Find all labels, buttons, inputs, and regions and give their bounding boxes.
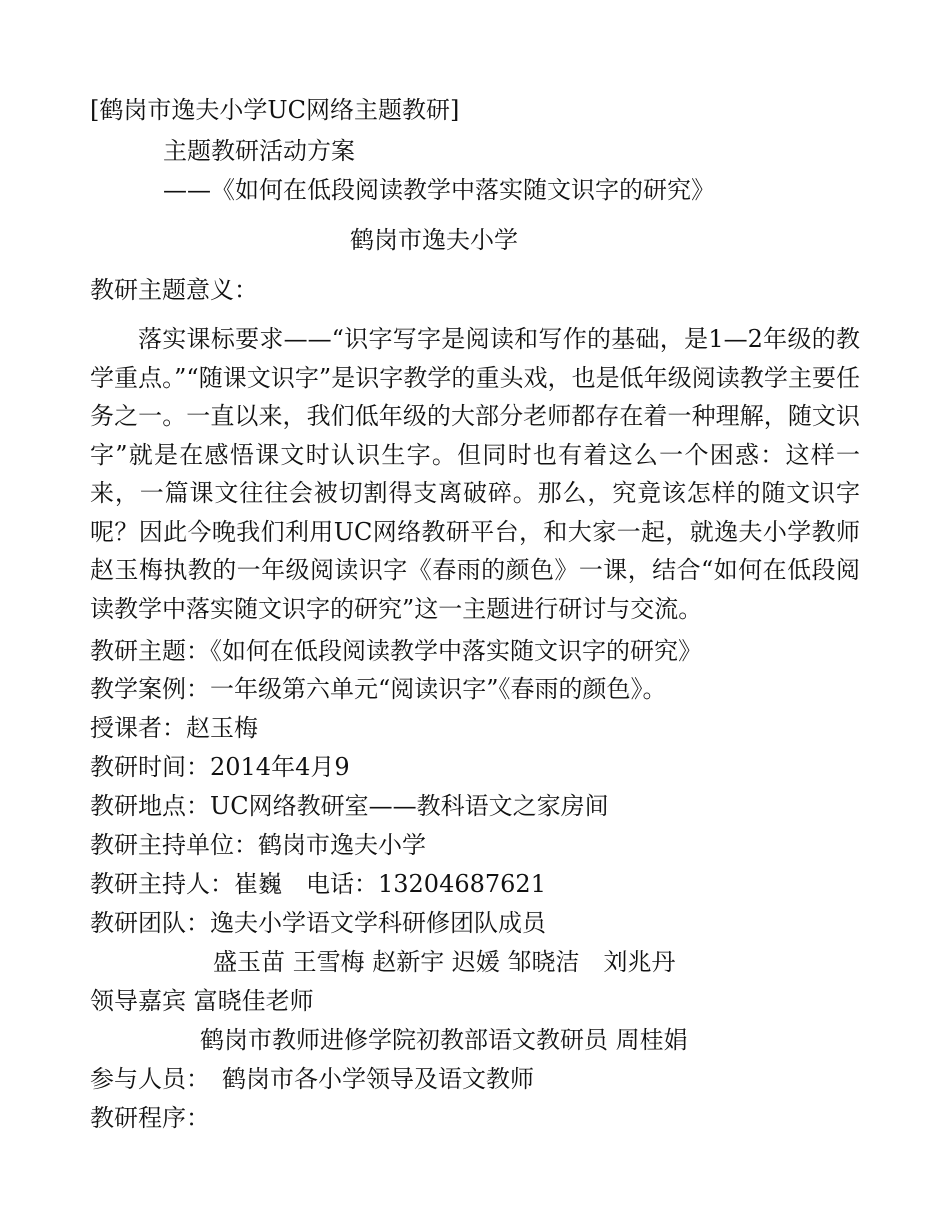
- guests-line: 领导嘉宾 富晓佳老师: [90, 987, 314, 1015]
- significance-paragraph: 落实课标要求——“识字写字是阅读和写作的基础，是1—2年级的教学重点。”“随课文识字”是识字教学的重头戏，也是低年级阅读教学主要任务之一。一直以来，我们低年级的大部分老师都存在着一种理解，随文识字”就是在感悟课文时认识生字。但同时也有着这么一个困惑：这样一来，一篇课文往往会被切割得支离破碎。那么，究竟该怎样的随文识字呢？因此今晚我们利用UC网络教研平台，和大家一起，就逸夫小学教师赵玉梅执教的一年级阅读识字《春雨的颜色》一课，结合“如何在低段阅读教学中落实随文识字的研究”这一主题进行研讨与交流。: [90, 325, 860, 623]
- teacher-line: 授课者：赵玉梅: [90, 714, 258, 742]
- guests-more-line: 鹤岗市教师进修学院初教部语文教研员 周桂娟: [200, 1026, 688, 1054]
- time-line: 教研时间：2014年4月9: [90, 753, 350, 781]
- team-members-line: 盛玉苗 王雪梅 赵新宇 迟媛 邹晓洁 刘兆丹: [213, 948, 676, 976]
- header-tag: [鹤岗市逸夫小学UC网络主题教研]: [90, 96, 460, 124]
- topic-line: 教研主题：《如何在低段阅读教学中落实随文识字的研究》: [90, 637, 702, 665]
- plan-title: 主题教研活动方案: [163, 137, 355, 165]
- plan-subtitle: ——《如何在低段阅读教学中落实随文识字的研究》: [163, 176, 715, 204]
- organizer-line: 教研主持单位：鹤岗市逸夫小学: [90, 831, 426, 859]
- participants-line: 参与人员： 鹤岗市各小学领导及语文教师: [90, 1065, 534, 1093]
- host-line: 教研主持人：崔巍 电话：13204687621: [90, 870, 546, 898]
- significance-heading: 教研主题意义：: [90, 276, 258, 304]
- case-line: 教学案例：一年级第六单元“阅读识字”《春雨的颜色》。: [90, 675, 667, 703]
- school-name: 鹤岗市逸夫小学: [350, 226, 518, 254]
- procedure-line: 教研程序：: [90, 1104, 210, 1132]
- team-line: 教研团队：逸夫小学语文学科研修团队成员: [90, 909, 546, 937]
- place-line: 教研地点：UC网络教研室——教科语文之家房间: [90, 792, 609, 820]
